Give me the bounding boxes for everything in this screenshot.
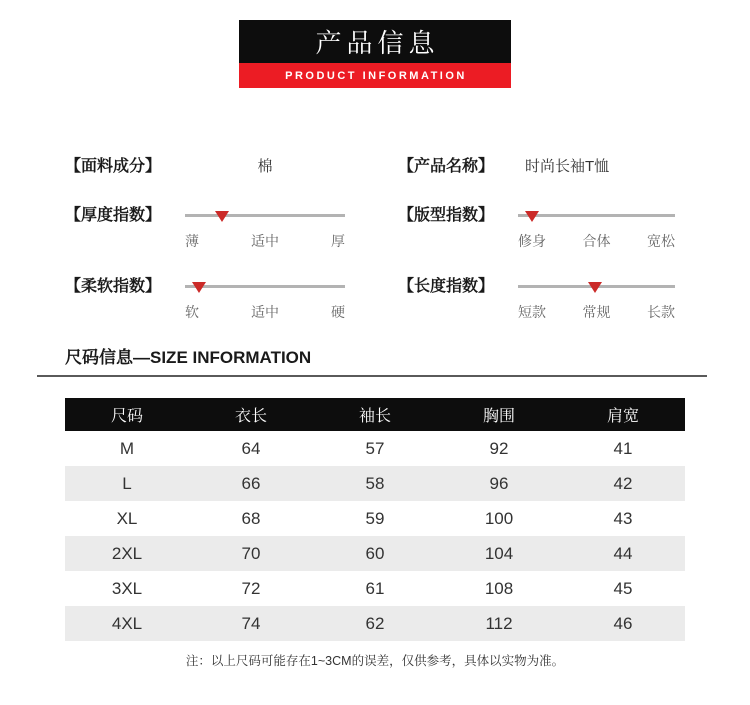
- slider-marker-triangle-icon: [215, 211, 229, 222]
- softness-label: 【柔软指数】: [65, 278, 162, 295]
- size-row-l: [65, 466, 685, 501]
- size-cell: 59: [365, 508, 385, 528]
- size-cell: 44: [613, 543, 633, 563]
- thickness-slider-track: [185, 214, 345, 217]
- softness-scale: [185, 302, 345, 322]
- scale-label: 软: [185, 304, 199, 320]
- size-row-xl: [65, 501, 685, 536]
- fabric-attribute: [65, 155, 345, 179]
- banner-title-bar: [239, 20, 511, 63]
- banner-title: 产品信息: [315, 28, 440, 58]
- slider-row-1: [0, 204, 750, 251]
- scale-label: 合体: [582, 233, 611, 249]
- size-cell: L: [122, 473, 132, 493]
- scale-label: 适中: [251, 304, 279, 320]
- size-info-heading: 尺码信息—SIZE INFORMATION: [65, 348, 312, 367]
- scale-label: 宽松: [647, 233, 675, 249]
- size-cell: 60: [365, 543, 385, 563]
- size-table-header-row: [65, 398, 685, 431]
- column-gap: [345, 204, 398, 251]
- attribute-row-values: [0, 155, 750, 179]
- fit-slider-track: [518, 214, 675, 217]
- size-cell: 68: [241, 508, 261, 528]
- page-root: [0, 20, 750, 705]
- size-header-cell: 肩宽: [561, 398, 685, 431]
- size-cell: M: [119, 438, 135, 458]
- size-row-2xl: [65, 536, 685, 571]
- softness-attribute: [65, 275, 345, 322]
- size-header-cell: 尺码: [65, 398, 189, 431]
- slider-marker-triangle-icon: [525, 211, 539, 222]
- size-cell: 3XL: [111, 578, 143, 598]
- size-cell: 41: [613, 438, 633, 458]
- size-cell: 42: [613, 473, 633, 493]
- size-header-cell: 袖长: [313, 398, 437, 431]
- size-cell: 2XL: [111, 543, 143, 563]
- product-name-label: 【产品名称】: [398, 158, 495, 175]
- slider-marker-triangle-icon: [588, 282, 602, 293]
- size-cell: 72: [241, 578, 261, 598]
- size-cell: 46: [613, 613, 633, 633]
- fit-scale: [518, 231, 675, 251]
- size-row-3xl: [65, 571, 685, 606]
- fit-slider: [518, 204, 675, 251]
- size-cell: 92: [489, 438, 509, 458]
- size-cell: 70: [241, 543, 261, 563]
- size-cell: 100: [484, 508, 514, 528]
- size-cell: 108: [484, 578, 514, 598]
- thickness-attribute: [65, 204, 345, 251]
- product-name-attribute: [398, 155, 609, 179]
- fabric-value: 棉: [257, 158, 273, 175]
- length-attribute: [398, 275, 675, 322]
- size-cell: 45: [613, 578, 633, 598]
- length-label: 【长度指数】: [398, 278, 495, 295]
- size-row-m: [65, 431, 685, 466]
- size-cell: 58: [365, 473, 385, 493]
- size-row-4xl: [65, 606, 685, 641]
- size-cell: XL: [116, 508, 138, 528]
- product-info-banner: [239, 20, 511, 88]
- size-note: 注：以上尺码可能存在1~3CM的误差，仅供参考，具体以实物为准。: [185, 654, 565, 668]
- scale-label: 长款: [647, 304, 675, 320]
- fabric-label: 【面料成分】: [65, 158, 162, 175]
- scale-label: 常规: [582, 304, 611, 320]
- banner-subtitle-bar: [239, 63, 511, 88]
- size-cell: 112: [485, 613, 513, 633]
- size-cell: 74: [241, 613, 261, 633]
- scale-label: 修身: [518, 233, 546, 249]
- fit-label: 【版型指数】: [398, 207, 495, 224]
- thickness-scale: [185, 231, 345, 251]
- scale-label: 短款: [518, 304, 546, 320]
- section-divider: [37, 375, 707, 377]
- size-cell: 43: [613, 508, 633, 528]
- size-cell: 64: [241, 438, 261, 458]
- thickness-label: 【厚度指数】: [65, 207, 162, 224]
- size-header-cell: 衣长: [189, 398, 313, 431]
- length-slider: [518, 275, 675, 322]
- size-header-cell: 胸围: [437, 398, 561, 431]
- size-table: [65, 398, 685, 641]
- attributes-section: [0, 155, 750, 322]
- scale-label: 薄: [185, 233, 199, 249]
- scale-label: 适中: [251, 233, 279, 249]
- size-cell: 104: [484, 543, 514, 563]
- banner-subtitle: PRODUCT INFORMATION: [285, 69, 467, 82]
- column-gap: [345, 155, 398, 179]
- size-cell: 66: [241, 473, 261, 493]
- column-gap: [345, 275, 398, 322]
- size-cell: 4XL: [111, 613, 143, 633]
- scale-label: 硬: [331, 304, 345, 320]
- size-cell: 62: [365, 613, 385, 633]
- length-slider-track: [518, 285, 675, 288]
- length-scale: [518, 302, 675, 322]
- size-cell: 96: [489, 473, 509, 493]
- product-name-value: 时尚长袖T恤: [525, 158, 610, 175]
- scale-label: 厚: [331, 233, 345, 249]
- thickness-slider: [185, 204, 345, 251]
- size-cell: 57: [365, 438, 385, 458]
- slider-row-2: [0, 275, 750, 322]
- slider-marker-triangle-icon: [192, 282, 206, 293]
- softness-slider: [185, 275, 345, 322]
- softness-slider-track: [185, 285, 345, 288]
- fit-attribute: [398, 204, 675, 251]
- size-cell: 61: [365, 578, 385, 598]
